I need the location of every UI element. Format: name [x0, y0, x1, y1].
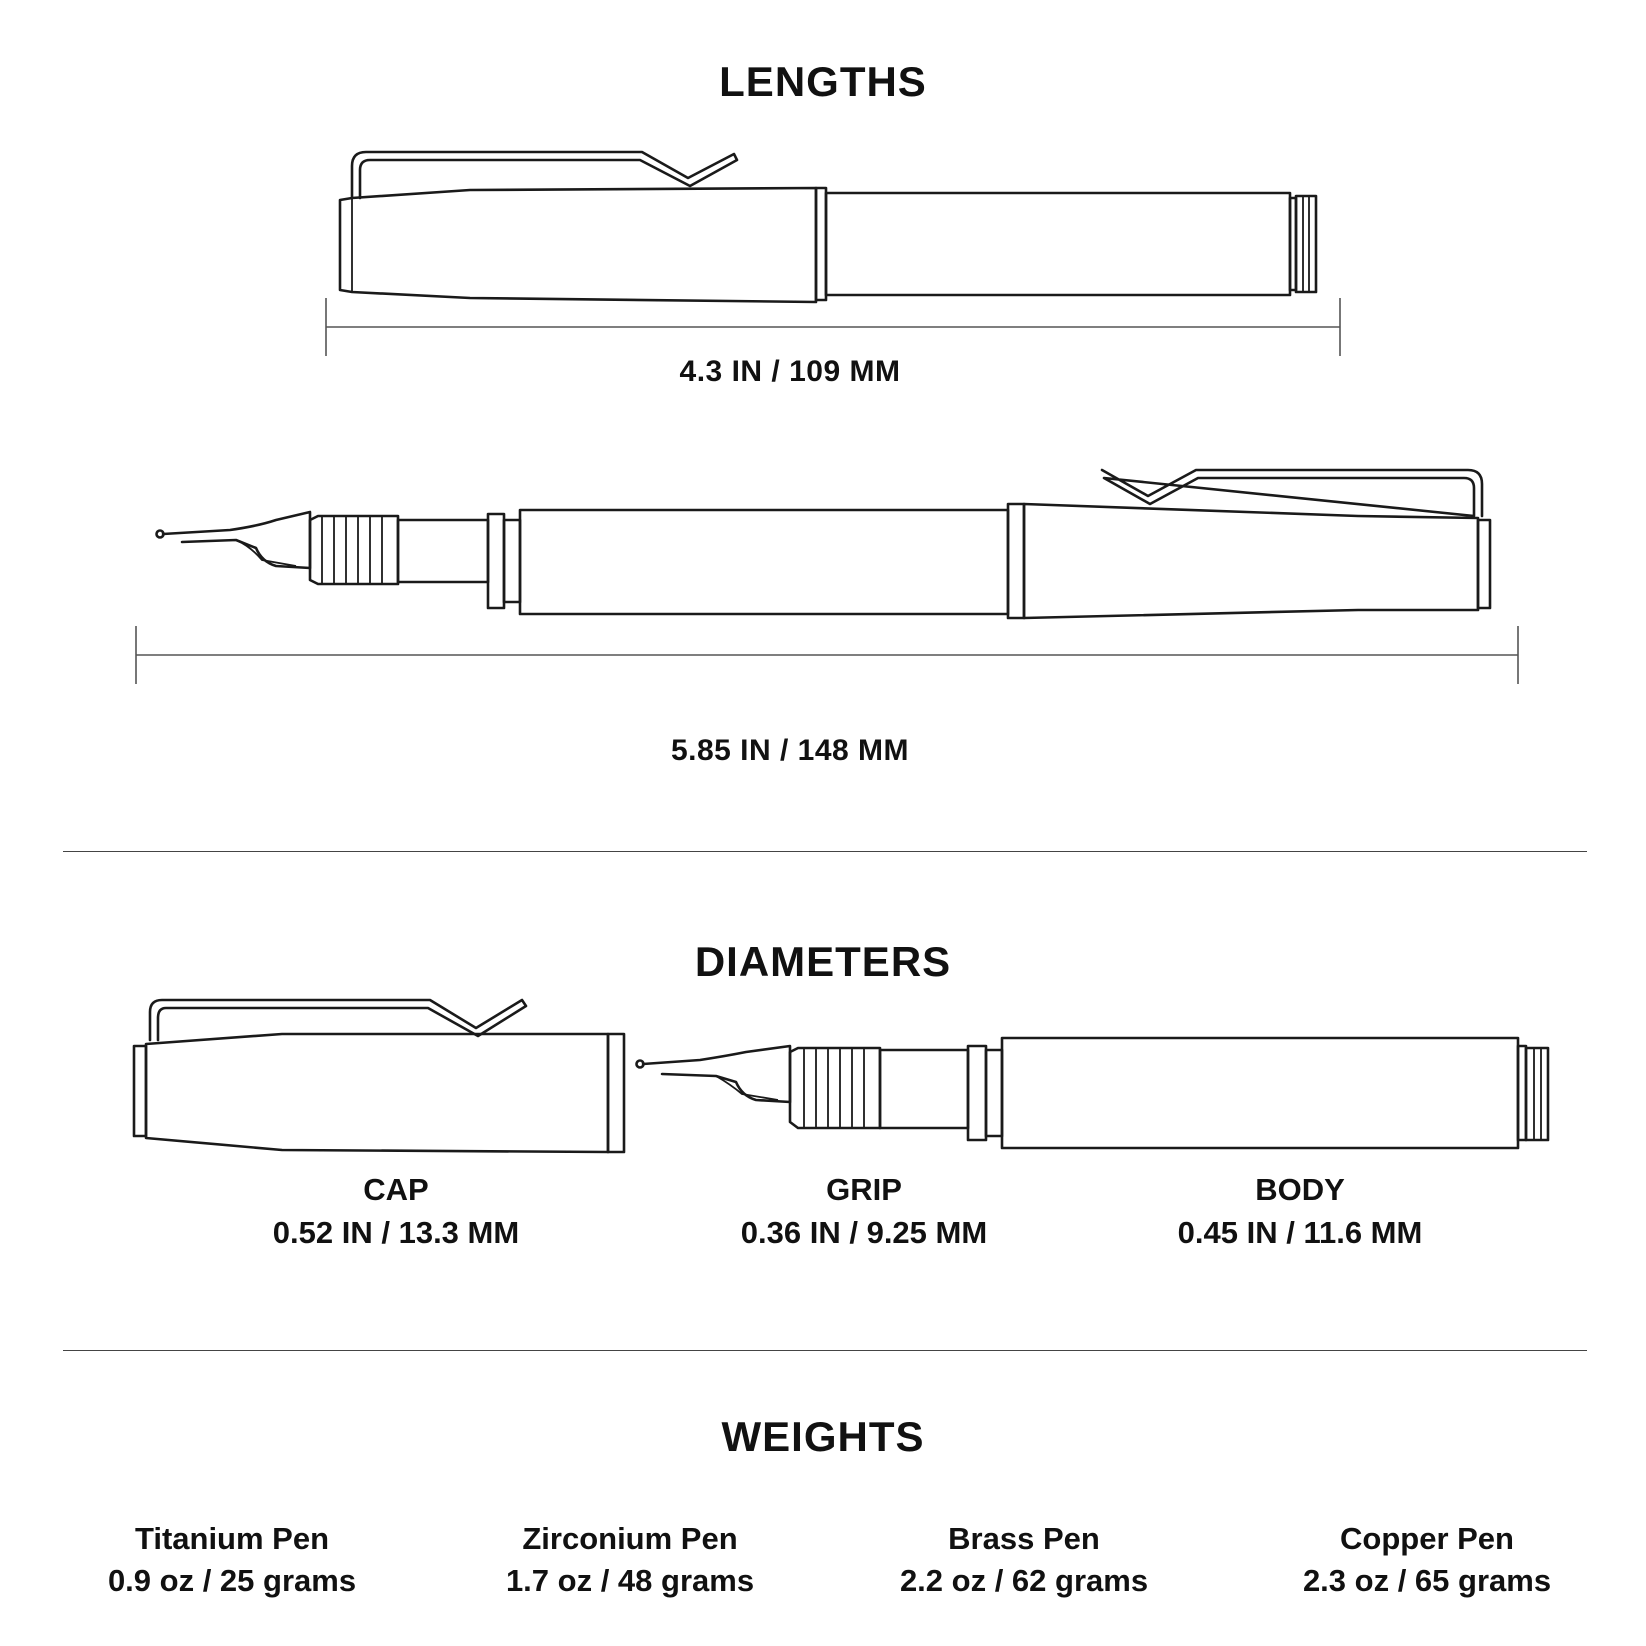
weight-zirconium-value: 1.7 oz / 48 grams: [505, 1563, 755, 1598]
weight-copper-label: Copper Pen: [1340, 1521, 1514, 1556]
weights-heading: WEIGHTS: [721, 1413, 925, 1460]
weight-zirconium: [470, 1518, 790, 1602]
weight-titanium: [72, 1518, 392, 1602]
lengths-heading: LENGTHS: [719, 58, 927, 105]
uncapped-pen-drawing: [637, 1038, 1549, 1148]
weight-titanium-value: 0.9 oz / 25 grams: [107, 1563, 357, 1598]
capped-length-label: 4.3 IN / 109 MM: [679, 355, 901, 388]
diameter-body-label: BODY: [1255, 1172, 1345, 1207]
section-divider: [63, 851, 1587, 852]
posted-length-label: 5.85 IN / 148 MM: [670, 734, 910, 767]
capped-pen-drawing: [340, 152, 1316, 302]
diameter-body: [1100, 1168, 1500, 1254]
diameter-grip-label: GRIP: [826, 1172, 902, 1207]
weight-copper-value: 2.3 oz / 65 grams: [1302, 1563, 1552, 1598]
diameter-grip: [664, 1168, 1064, 1254]
weight-brass: [864, 1518, 1184, 1602]
weight-zirconium-label: Zirconium Pen: [522, 1521, 738, 1556]
diameter-body-value: 0.45 IN / 11.6 MM: [1177, 1215, 1423, 1250]
cap-drawing: [134, 1000, 624, 1152]
weight-copper: [1262, 1518, 1592, 1602]
section-divider: [63, 1350, 1587, 1351]
capped-length-ruler: [326, 298, 1340, 356]
diameter-cap-label: CAP: [363, 1172, 429, 1207]
diameter-grip-value: 0.36 IN / 9.25 MM: [740, 1215, 988, 1250]
posted-pen-drawing: [157, 470, 1491, 618]
diameters-heading: DIAMETERS: [694, 938, 952, 985]
weight-titanium-label: Titanium Pen: [134, 1521, 330, 1556]
posted-length-ruler: [136, 626, 1518, 684]
diameter-cap: [196, 1168, 596, 1254]
weight-brass-value: 2.2 oz / 62 grams: [899, 1563, 1149, 1598]
weight-brass-label: Brass Pen: [948, 1521, 1100, 1556]
diameter-cap-value: 0.52 IN / 13.3 MM: [272, 1215, 520, 1250]
